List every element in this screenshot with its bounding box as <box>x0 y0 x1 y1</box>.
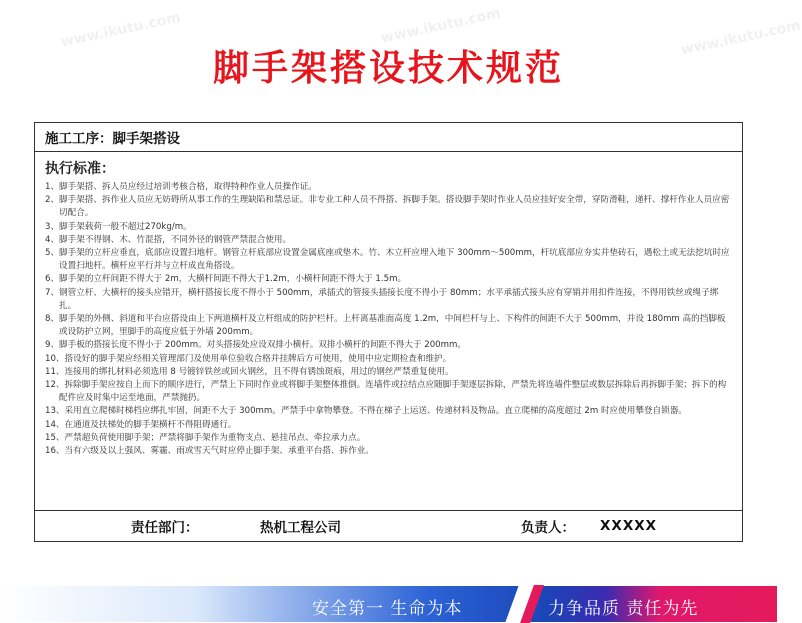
page-title: 脚手架搭设技术规范 <box>212 48 564 89</box>
dept-value: 热机工程公司 <box>260 520 341 536</box>
list-item: 4、脚手架不得钢、木、竹混搭，不同外径的钢管严禁混合使用。 <box>45 234 292 245</box>
process-value: 脚手架搭设 <box>112 131 180 147</box>
process-label: 施工工序： <box>45 131 113 147</box>
list-item: 3、脚手架载荷一般不超过270kg/m。 <box>45 221 192 232</box>
person-value: XXXXX <box>600 518 658 534</box>
list-item: 6、脚手架的立杆间距不得大于 2m，大横杆间距不得大于1.2m，小横杆间距不得大于 1.5m。 <box>45 274 407 285</box>
list-item: 14、在通道及扶梯处的脚手架横杆不得阻碍通行。 <box>45 419 237 430</box>
list-item: 7、钢管立杆、大横杆的接头应错开，横杆搭接长度不得小于 500mm，承插式的管接头插接长度不得小于 80mm；水平承插式接头应有穿销并用扣件连接，不得用铁丝或绳子绑扎。 <box>45 287 719 311</box>
watermark: www.ikutu.com <box>379 5 503 47</box>
list-item: 12、拆除脚手架应按自上而下的顺序进行，严禁上下同时作业或将脚手架整体推倒。连墙件或拉结点应随脚手架逐层拆除，严禁先将连墙件整层或数层拆除后再拆脚手架；拆下的构配件应及时集中运至地面，严禁抛扔。 <box>45 380 727 404</box>
list-item: 8、脚手架的外侧、斜道和平台应搭设由上下两道横杆及立杆组成的防护栏杆。上杆离基准面高度 1.2m，中间栏杆与上、下构件的间距不大于 500mm，并设 180mm 高的挡脚板或设防护立网，里脚手的高度应低于外墙 200mm。 <box>45 314 726 338</box>
list-item: 11、连接用的绑扎材料必须选用 8 号镀锌铁丝或回火钢丝，且不得有锈蚀斑痕，用过的钢丝严禁重复使用。 <box>45 366 454 377</box>
list-item: 9、脚手板的搭接长度不得小于 200mm。对头搭接处应设双排小横杆。双排小横杆的间距不得大于 200mm。 <box>45 340 466 351</box>
list-item: 2、脚手架搭、拆作业人员应无妨碍所从事工作的生理缺陷和禁忌证。非专业工种人员不得搭、拆脚手架。搭设脚手架时作业人员应挂好安全带，穿防滑鞋，递杆、撑杆作业人员应密切配合。 <box>45 195 730 219</box>
list-item: 5、脚手架的立杆应垂直，底部应设置扫地杆。钢管立杆底部应设置金属底座或垫木。竹、木立杆应埋入地下 300mm～500mm，杆坑底部应夯实并垫砖石，遇松土或无法挖坑时应设置扫地杆。横杆应平行并与立杆成直角搭设。 <box>45 248 730 272</box>
watermark: www.ikutu.com <box>679 17 802 59</box>
list-item: 13、采用直立爬梯时梯档应绑扎牢固，间距不大于 300mm。严禁手中拿物攀登。不得在梯子上运送、传递材料及物品。直立爬梯的高度超过 2m 时应使用攀登自锁器。 <box>45 406 687 417</box>
standards-heading: 执行标准： <box>45 161 115 177</box>
process-row <box>35 123 742 152</box>
watermark: www.ikutu.com <box>59 9 183 51</box>
person-label: 负责人： <box>521 520 575 536</box>
slogan-right: 力争品质 责任为先 <box>548 599 699 619</box>
list-item: 16、当有六级及以上强风、雾霾、雨或雪天气时应停止脚手架、承重平台搭、拆作业。 <box>45 446 374 457</box>
responsibility-row <box>35 510 742 541</box>
slogan-left: 安全第一 生命为本 <box>312 599 463 619</box>
list-item: 1、脚手架搭、拆人员应经过培训考核合格，取得特种作业人员操作证。 <box>45 182 317 192</box>
list-item: 10、搭设好的脚手架应经相关管理部门及使用单位验收合格并挂牌后方可使用，使用中应定期检查和维护。 <box>45 353 452 364</box>
dept-label: 责任部门： <box>131 520 199 536</box>
standards-list <box>45 181 732 458</box>
standards-section <box>35 152 742 458</box>
spec-board <box>34 122 743 542</box>
list-item: 15、严禁超负荷使用脚手架；严禁将脚手架作为重物支点、悬挂吊点、牵拉承力点。 <box>45 432 366 443</box>
